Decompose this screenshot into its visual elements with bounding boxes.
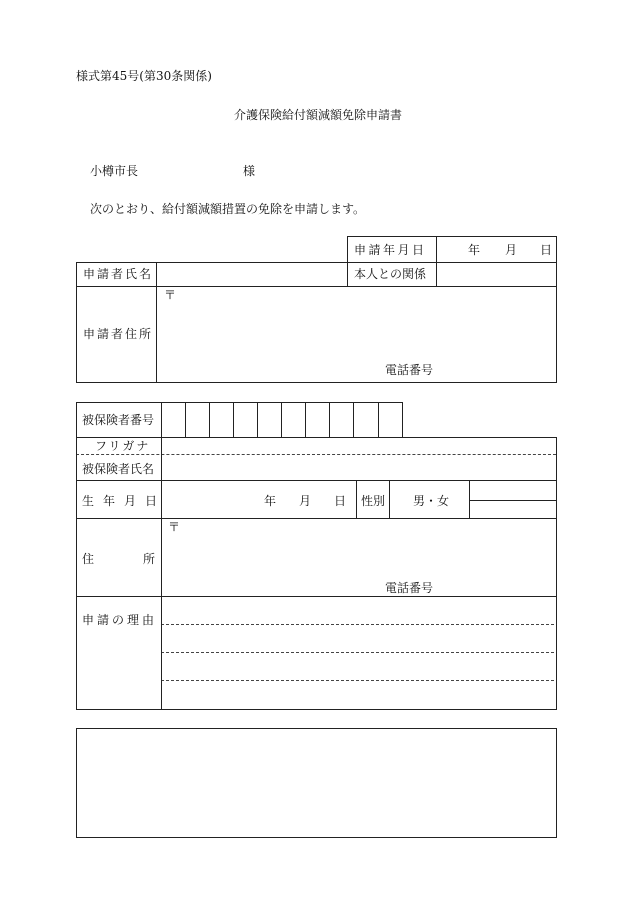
gender-options[interactable]: 男・女 [413,494,450,508]
applicant-phone-label: 電話番号 [385,363,434,377]
addressee: 小樽市長 [90,164,139,178]
application-date-label: 申請年月日 [354,243,427,257]
furigana-field[interactable] [162,438,555,453]
intro-text: 次のとおり、給付額減額措置の免除を申請します。 [90,202,366,216]
applicant-address-field[interactable] [158,288,554,380]
reason-field[interactable] [162,597,555,708]
applicant-address-label: 申請者住所 [83,327,154,341]
application-date-year: 年 [468,243,481,257]
honorific: 様 [243,164,256,178]
insured-number-input[interactable] [162,403,401,436]
form-title: 介護保険給付額減額免除申請書 [234,108,403,122]
applicant-name-field[interactable] [158,264,345,285]
insured-address-label-1: 住 [82,552,95,566]
insured-name-label: 被保険者氏名 [82,462,155,476]
birth-date-label: 生年月日 [82,494,167,508]
office-use-box [76,728,557,838]
insured-name-field[interactable] [162,456,555,479]
insured-phone-label: 電話番号 [385,581,434,595]
insured-address-label-2: 所 [143,552,156,566]
reason-label: 申請の理由 [82,613,158,627]
applicant-name-label: 申請者氏名 [83,267,154,281]
application-date-day: 日 [540,243,553,257]
insured-postal-mark: 〒 [168,520,181,534]
insured-address-field[interactable] [162,519,555,595]
birth-year: 年 [264,494,277,508]
relation-label: 本人との関係 [354,267,427,281]
birth-day: 日 [334,494,347,508]
insured-number-label: 被保険者番号 [82,413,155,427]
relation-field[interactable] [438,264,554,285]
form-number: 様式第45号(第30条関係) [76,69,212,83]
application-date-month: 月 [505,243,518,257]
furigana-label: フリガナ [95,439,151,453]
applicant-postal-mark: 〒 [164,288,177,302]
birth-month: 月 [299,494,312,508]
gender-label: 性別 [361,494,386,508]
